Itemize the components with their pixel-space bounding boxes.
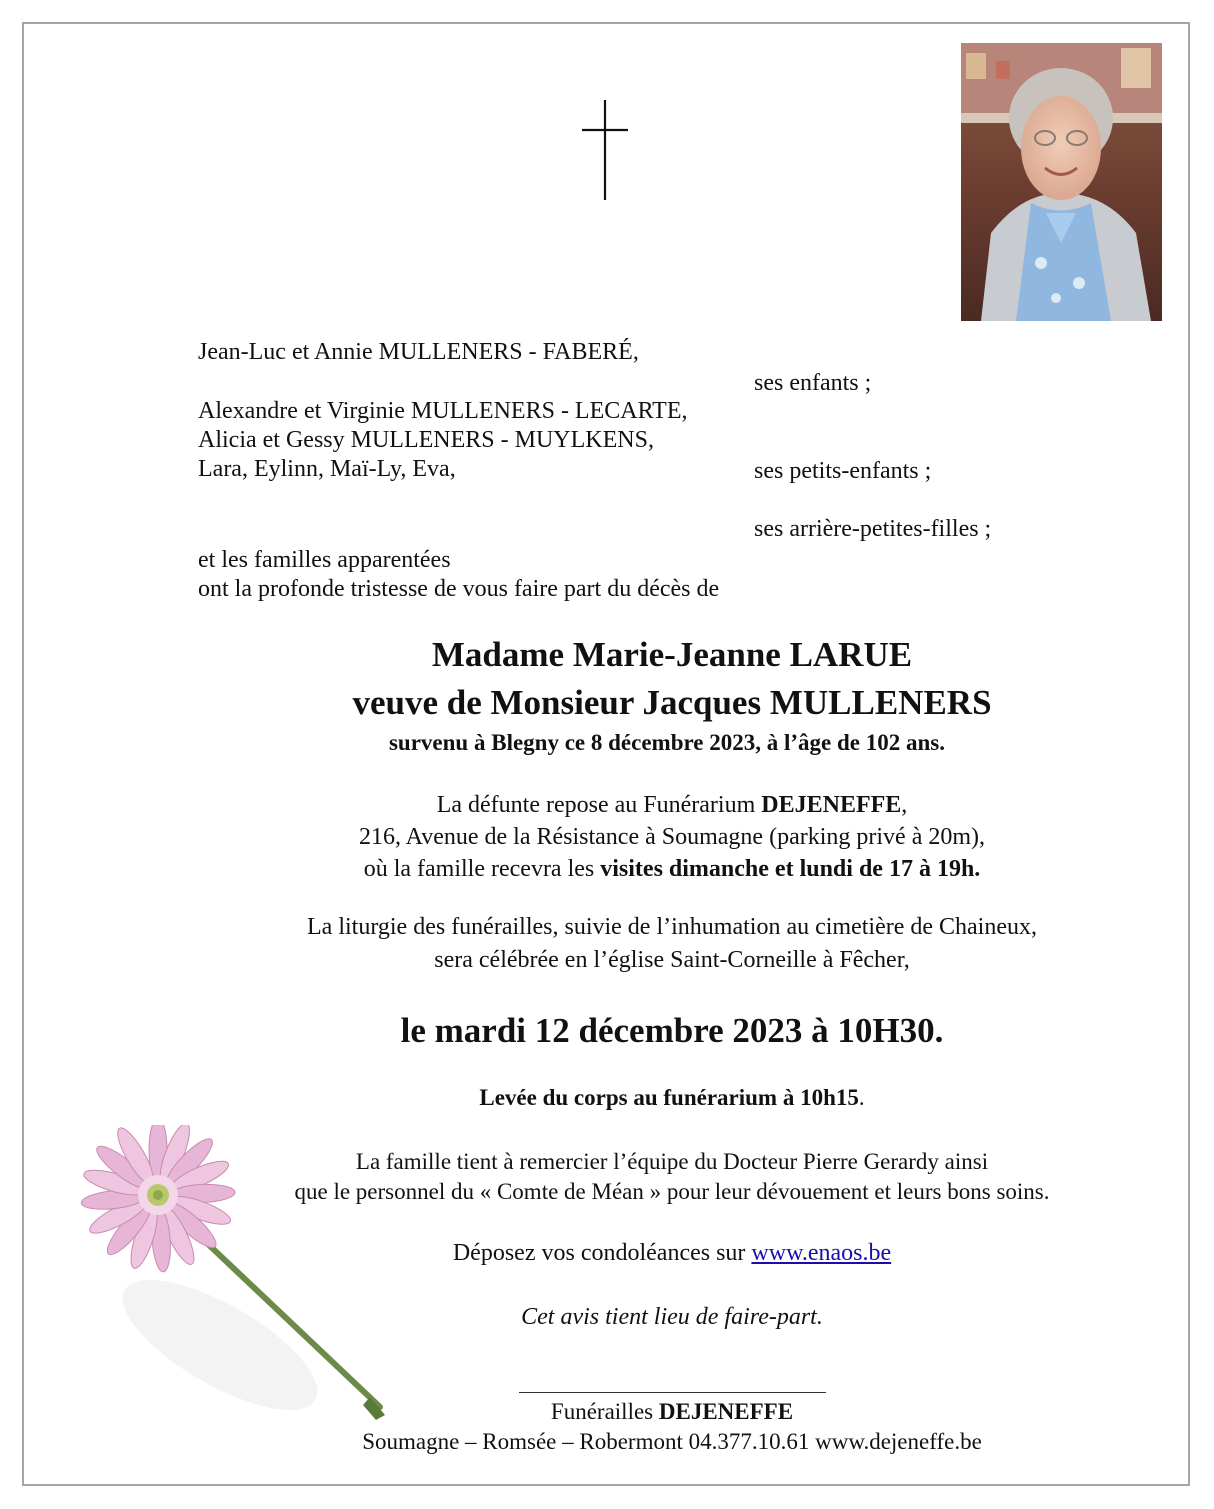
levee-line: Levée du corps au funérarium à 10h15. <box>479 1085 865 1110</box>
great-grandchildren-label: ses arrière-petites-filles ; <box>754 516 992 542</box>
death-info: survenu à Blegny ce 8 décembre 2023, à l’âge de 102 ans. <box>388 730 945 755</box>
rest-line-1: La défunte repose au Funérarium DEJENEFFE, <box>436 792 908 818</box>
liturgy-line-2: sera célébrée en l’église Saint-Corneille à Fêcher, <box>434 947 910 973</box>
flower-icon <box>80 1125 400 1430</box>
children-names: Jean-Luc et Annie MULLENERS - FABERÉ, <box>198 339 639 365</box>
thanks-line-1: La famille tient à remercier l’équipe du Docteur Pierre Gerardy ainsi <box>355 1149 989 1174</box>
rest-line-2: 216, Avenue de la Résistance à Soumagne (parking privé à 20m), <box>358 824 986 850</box>
condolences-link[interactable]: www.enaos.be <box>751 1240 892 1266</box>
children-label: ses enfants ; <box>754 370 872 396</box>
cross-icon <box>582 100 628 200</box>
grandchildren-line-3: Lara, Eylinn, Maï-Ly, Eva, <box>198 456 456 482</box>
rest-line-3: où la famille recevra les visites dimanche et lundi de 17 à 19h. <box>363 856 981 882</box>
grandchildren-label: ses petits-enfants ; <box>754 458 932 484</box>
relatives-line: et les familles apparentées <box>198 547 451 573</box>
condolences-line: Déposez vos condoléances sur www.enaos.be <box>452 1240 892 1266</box>
footer-rule <box>519 1392 826 1393</box>
deceased-widow-of: veuve de Monsieur Jacques MULLENERS <box>352 683 992 722</box>
footer-address: Soumagne – Romsée – Robermont 04.377.10.61 www.dejeneffe.be <box>362 1429 982 1454</box>
announcement-line: ont la profonde tristesse de vous faire part du décès de <box>198 576 720 602</box>
liturgy-line-1: La liturgie des funérailles, suivie de l’inhumation au cimetière de Chaineux, <box>307 914 1037 940</box>
footer-company: Funérailles DEJENEFFE <box>550 1399 794 1424</box>
grandchildren-line-2: Alicia et Gessy MULLENERS - MUYLKENS, <box>198 427 654 453</box>
ceremony-date: le mardi 12 décembre 2023 à 10H30. <box>400 1011 944 1050</box>
portrait-photo <box>961 43 1162 321</box>
notice-line: Cet avis tient lieu de faire-part. <box>521 1304 823 1330</box>
deceased-name: Madame Marie-Jeanne LARUE <box>431 635 913 674</box>
grandchildren-line-1: Alexandre et Virginie MULLENERS - LECARTE, <box>198 398 688 424</box>
thanks-line-2: que le personnel du « Comte de Méan » pour leur dévouement et leurs bons soins. <box>294 1179 1050 1204</box>
